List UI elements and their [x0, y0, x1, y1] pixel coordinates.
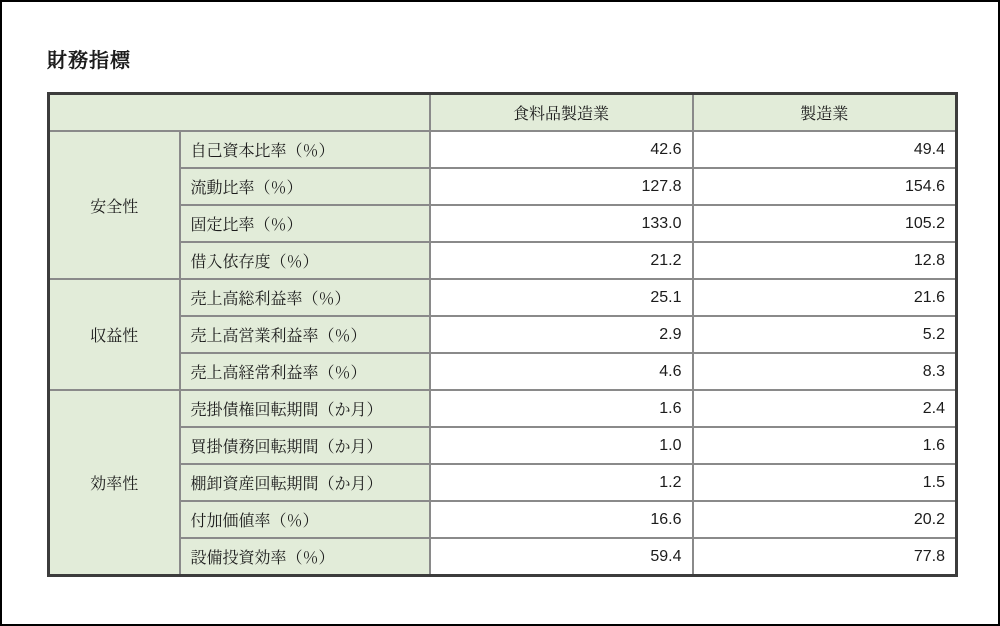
- value-cell-food-manufacturing: 2.9: [430, 316, 693, 353]
- table-row: [49, 501, 957, 538]
- table-row: [49, 168, 957, 205]
- value-cell-manufacturing: 12.8: [693, 242, 957, 279]
- value-cell-food-manufacturing: 133.0: [430, 205, 693, 242]
- value-cell-manufacturing: 77.8: [693, 538, 957, 576]
- metric-label-cell: 固定比率（％）: [180, 205, 430, 242]
- metric-label-cell: 売上高経常利益率（％）: [180, 353, 430, 390]
- metric-label-cell: 買掛債務回転期間（か月）: [180, 427, 430, 464]
- value-cell-manufacturing: 20.2: [693, 501, 957, 538]
- value-cell-manufacturing: 5.2: [693, 316, 957, 353]
- metric-label-cell: 売上高総利益率（％）: [180, 279, 430, 316]
- metric-label-cell: 付加価値率（％）: [180, 501, 430, 538]
- table-row: [49, 538, 957, 576]
- value-cell-manufacturing: 21.6: [693, 279, 957, 316]
- financial-indicators-table: [47, 92, 958, 577]
- page-title: 財務指標: [47, 50, 131, 72]
- value-cell-manufacturing: 154.6: [693, 168, 957, 205]
- metric-label-cell: 流動比率（％）: [180, 168, 430, 205]
- value-cell-manufacturing: 105.2: [693, 205, 957, 242]
- value-cell-food-manufacturing: 1.6: [430, 390, 693, 427]
- value-cell-food-manufacturing: 25.1: [430, 279, 693, 316]
- column-header-manufacturing: 製造業: [693, 94, 957, 132]
- table-row: [49, 390, 957, 427]
- table-row: [49, 242, 957, 279]
- metric-label-cell: 借入依存度（％）: [180, 242, 430, 279]
- metric-label-cell: 自己資本比率（％）: [180, 131, 430, 168]
- value-cell-food-manufacturing: 1.0: [430, 427, 693, 464]
- value-cell-food-manufacturing: 21.2: [430, 242, 693, 279]
- group-label-cell: 効率性: [49, 390, 180, 576]
- value-cell-manufacturing: 1.5: [693, 464, 957, 501]
- table-row: [49, 131, 957, 168]
- table-row: [49, 427, 957, 464]
- value-cell-manufacturing: 2.4: [693, 390, 957, 427]
- table-row: [49, 353, 957, 390]
- value-cell-manufacturing: 8.3: [693, 353, 957, 390]
- table-row: [49, 464, 957, 501]
- value-cell-food-manufacturing: 42.6: [430, 131, 693, 168]
- table-header-row: [49, 94, 957, 132]
- value-cell-manufacturing: 49.4: [693, 131, 957, 168]
- group-label-cell: 収益性: [49, 279, 180, 390]
- value-cell-food-manufacturing: 59.4: [430, 538, 693, 576]
- table-row: [49, 279, 957, 316]
- value-cell-manufacturing: 1.6: [693, 427, 957, 464]
- metric-label-cell: 棚卸資産回転期間（か月）: [180, 464, 430, 501]
- value-cell-food-manufacturing: 4.6: [430, 353, 693, 390]
- column-header-food-manufacturing: 食料品製造業: [430, 94, 693, 132]
- metric-label-cell: 売上高営業利益率（％）: [180, 316, 430, 353]
- metric-label-cell: 設備投資効率（％）: [180, 538, 430, 576]
- metric-label-cell: 売掛債権回転期間（か月）: [180, 390, 430, 427]
- group-label-cell: 安全性: [49, 131, 180, 279]
- table-row: [49, 316, 957, 353]
- table-row: [49, 205, 957, 242]
- value-cell-food-manufacturing: 1.2: [430, 464, 693, 501]
- value-cell-food-manufacturing: 127.8: [430, 168, 693, 205]
- value-cell-food-manufacturing: 16.6: [430, 501, 693, 538]
- header-corner-cell: [49, 94, 430, 132]
